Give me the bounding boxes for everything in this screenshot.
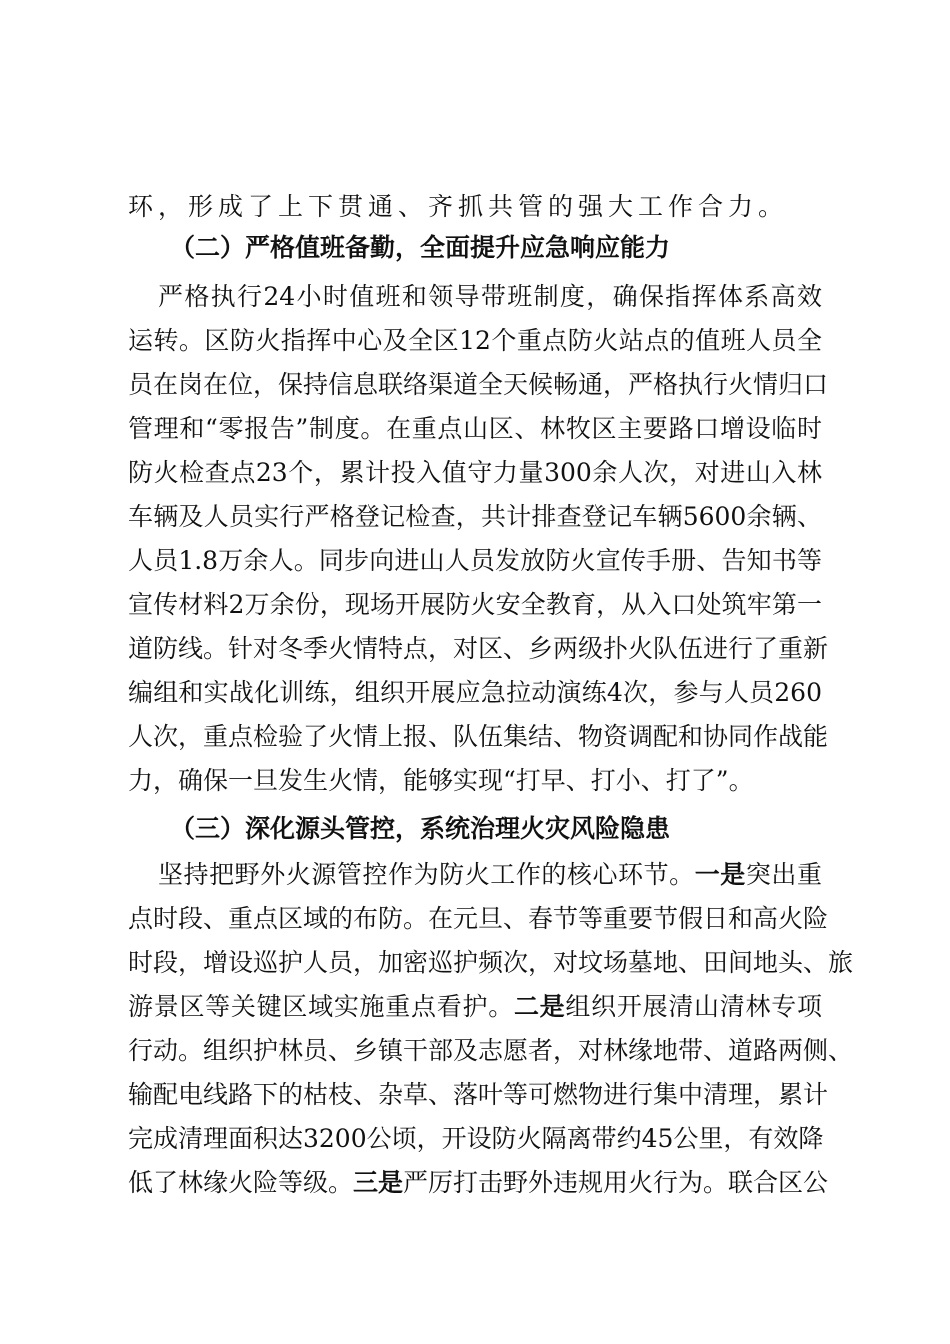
text-segment: 编组和实战化训练，组织开展应急拉动演练4次，参与人员260 xyxy=(128,678,822,707)
text-segment: 游景区等关键区域实施重点看护。 xyxy=(128,992,514,1021)
text-segment: 时段，增设巡护人员，加密巡护频次，对坟场墓地、田间地头、旅 xyxy=(128,948,854,977)
paragraph-line xyxy=(128,369,829,401)
paragraph-line xyxy=(128,991,822,1023)
paragraph-line xyxy=(128,589,822,621)
text-segment: 宣传材料2万余份，现场开展防火安全教育，从入口处筑牢第一 xyxy=(128,590,822,619)
paragraph-line xyxy=(128,677,822,709)
paragraph-line xyxy=(128,1035,854,1067)
bold-keyword: 一是 xyxy=(694,860,746,889)
text-segment: 环，形成了上下贯通、齐抓共管的强大工作合力。 xyxy=(128,192,789,221)
paragraph-line xyxy=(158,859,822,891)
text-segment: 人员1.8万余人。同步向进山人员发放防火宣传手册、告知书等 xyxy=(128,546,822,575)
paragraph-line xyxy=(128,903,829,935)
text-segment: 防火检查点23个，累计投入值守力量300余人次，对进山入林 xyxy=(128,458,822,487)
text-segment: （二）严格值班备勤，全面提升应急响应能力 xyxy=(170,233,671,262)
paragraph-line xyxy=(128,457,822,489)
paragraph-line xyxy=(128,721,829,753)
paragraph-line xyxy=(128,1123,822,1155)
paragraph-line xyxy=(128,947,854,979)
text-segment: 人次，重点检验了火情上报、队伍集结、物资调配和协同作战能 xyxy=(128,722,829,751)
text-segment: 完成清理面积达3200公顷，开设防火隔离带约45公里，有效降 xyxy=(128,1124,824,1153)
text-segment: 低了林缘火险等级。 xyxy=(128,1168,354,1197)
text-segment: 管理和“零报告”制度。在重点山区、林牧区主要路口增设临时 xyxy=(128,414,822,443)
text-segment: 员在岗在位，保持信息联络渠道全天候畅通，严格执行火情归口 xyxy=(128,370,829,399)
bold-keyword: 二是 xyxy=(513,992,566,1021)
bold-keyword: 三是 xyxy=(353,1168,404,1197)
paragraph-line xyxy=(128,325,822,357)
text-segment: 行动。组织护林员、乡镇干部及志愿者，对林缘地带、道路两侧、 xyxy=(128,1036,854,1065)
text-segment: 突出重 xyxy=(745,860,822,889)
text-segment: 点时段、重点区域的布防。在元旦、春节等重要节假日和高火险 xyxy=(128,904,829,933)
text-segment: 严厉打击野外违规用火行为。联合区公 xyxy=(403,1168,829,1197)
paragraph-line xyxy=(128,501,822,533)
text-segment: 道防线。针对冬季火情特点，对区、乡两级扑火队伍进行了重新 xyxy=(128,634,829,663)
paragraph-line xyxy=(128,413,822,445)
text-segment: （三）深化源头管控，系统治理火灾风险隐患 xyxy=(170,814,671,843)
paragraph-line xyxy=(128,545,822,577)
paragraph-line xyxy=(128,1079,829,1111)
text-segment: 力，确保一旦发生火情，能够实现“打早、打小、打了”。 xyxy=(128,766,754,795)
paragraph-line xyxy=(128,1167,829,1199)
text-segment: 严格执行24小时值班和领导带班制度，确保指挥体系高效 xyxy=(158,282,822,311)
paragraph-line xyxy=(158,281,822,313)
text-segment: 运转。区防火指挥中心及全区12个重点防火站点的值班人员全 xyxy=(128,326,822,355)
paragraph-line xyxy=(128,191,788,223)
section-heading xyxy=(170,813,670,845)
paragraph-line xyxy=(128,633,829,665)
text-segment: 坚持把野外火源管控作为防火工作的核心环节。 xyxy=(158,860,695,889)
section-heading xyxy=(170,232,670,264)
paragraph-line xyxy=(128,765,754,797)
text-segment: 组织开展清山清林专项 xyxy=(565,992,822,1021)
text-segment: 车辆及人员实行严格登记检查，共计排查登记车辆5600余辆、 xyxy=(128,502,822,531)
text-segment: 输配电线路下的枯枝、杂草、落叶等可燃物进行集中清理，累计 xyxy=(128,1080,829,1109)
